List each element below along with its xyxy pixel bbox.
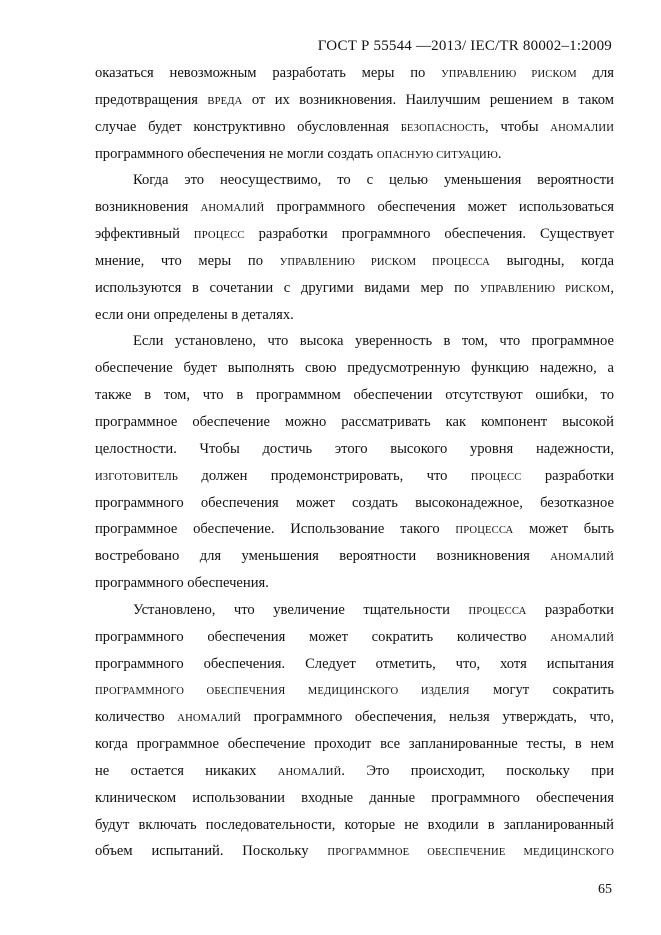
text-run: не остается никаких bbox=[95, 762, 278, 779]
page-header: ГОСТ Р 55544 —2013/ IEC/TR 80002–1:2009 bbox=[317, 38, 612, 54]
text-run: программного обеспечения. Следует отметить, что, хотя испытания bbox=[95, 655, 614, 672]
text-run: должен продемонстрировать, что bbox=[178, 467, 471, 484]
text-run: программного обеспечения. bbox=[95, 575, 269, 592]
text-line bbox=[95, 275, 614, 302]
text-line bbox=[95, 651, 614, 678]
text-run: количество bbox=[95, 709, 178, 726]
small-caps-term: ВРЕДА bbox=[207, 95, 243, 107]
text-run: разработки программного обеспечения. Существует bbox=[244, 226, 614, 243]
small-caps-term: ИЗГОТОВИТЕЛЬ bbox=[95, 471, 179, 483]
text-run: обеспечение будет выполнять свою предусмотренную функцию надежно, а bbox=[95, 360, 614, 377]
text-run: возникновения bbox=[95, 199, 201, 216]
text-line bbox=[95, 221, 614, 248]
paragraph bbox=[95, 597, 614, 865]
text-line bbox=[95, 704, 614, 731]
text-line bbox=[95, 87, 614, 114]
text-line bbox=[95, 490, 614, 517]
text-line bbox=[95, 838, 614, 865]
text-line bbox=[95, 114, 614, 141]
text-line bbox=[95, 60, 614, 87]
small-caps-term: АНОМАЛИЙ bbox=[277, 766, 342, 778]
text-run: программного обеспечения, нельзя утверждать, что, bbox=[241, 709, 614, 726]
text-run: для bbox=[576, 65, 614, 81]
text-run: случае будет конструктивно обусловленная bbox=[95, 118, 401, 135]
text-line bbox=[95, 516, 614, 543]
text-run: Установлено, что увеличение тщательности bbox=[133, 601, 469, 618]
text-run: программного обеспечения может сократить количество bbox=[95, 628, 551, 645]
text-line bbox=[95, 248, 614, 275]
text-line bbox=[95, 167, 614, 194]
text-line bbox=[95, 328, 614, 355]
page-number: 65 bbox=[598, 882, 612, 897]
small-caps-term: ПРОЦЕССА bbox=[455, 525, 514, 537]
small-caps-term: АНОМАЛИЙ bbox=[550, 632, 614, 644]
text-run: может быть bbox=[513, 521, 614, 538]
small-caps-term: УПРАВЛЕНИЮ РИСКОМ ПРОЦЕССА bbox=[279, 256, 490, 268]
small-caps-term: БЕЗОПАСНОСТЬ bbox=[400, 122, 486, 134]
small-caps-term: ОПАСНУЮ СИТУАЦИЮ bbox=[376, 149, 498, 161]
paragraph bbox=[95, 328, 614, 596]
small-caps-term: ПРОЦЕСС bbox=[470, 471, 522, 483]
text-run: , чтобы bbox=[485, 118, 551, 135]
small-caps-term: АНОМАЛИЙ bbox=[200, 203, 265, 215]
paragraph bbox=[95, 167, 614, 328]
text-run: . bbox=[497, 145, 502, 162]
text-line bbox=[95, 812, 614, 839]
text-run: также в том, что в программном обеспечении отсутствуют ошибки, то bbox=[95, 387, 614, 404]
text-run: Когда это неосуществимо, то с целью уменьшения вероятности bbox=[133, 172, 614, 189]
text-line bbox=[95, 409, 614, 436]
text-run: от их возникновения. Наилучшим решением в таком bbox=[242, 91, 614, 108]
text-line bbox=[95, 141, 614, 168]
text-line bbox=[95, 731, 614, 758]
text-run: программное обеспечение. Использование такого bbox=[95, 521, 456, 538]
text-run: разработки bbox=[521, 467, 614, 484]
text-run: могут сократить bbox=[469, 682, 614, 699]
small-caps-term: АНОМАЛИЙ bbox=[177, 713, 241, 725]
text-line bbox=[95, 463, 614, 490]
text-run: выгодны, когда bbox=[489, 252, 614, 269]
text-run: если они определены в деталях. bbox=[95, 306, 294, 323]
text-run: , bbox=[610, 279, 614, 296]
text-line bbox=[95, 785, 614, 812]
text-run: целостности. Чтобы достичь этого высокого уровня надежности, bbox=[95, 440, 614, 457]
text-run: программного обеспечения не могли создать bbox=[95, 145, 377, 162]
text-run: . Это происходит, поскольку при bbox=[341, 762, 614, 779]
text-run: будут включать последовательности, которые не входили в запланированный bbox=[95, 816, 614, 833]
small-caps-term: УПРАВЛЕНИЮ РИСКОМ bbox=[479, 283, 611, 295]
text-run: когда программное обеспечение проходит все запланированные тесты, в нем bbox=[95, 736, 614, 753]
text-run: программного обеспечения может создать высоконадежное, безотказное bbox=[95, 494, 614, 511]
text-run: используются в сочетании с другими видами мер по bbox=[95, 279, 480, 296]
text-run: эффективный bbox=[95, 226, 194, 243]
text-line bbox=[95, 355, 614, 382]
text-run: предотвращения bbox=[95, 91, 208, 108]
text-line bbox=[95, 677, 614, 704]
small-caps-term: ПРОЦЕССА bbox=[468, 605, 527, 617]
paragraph bbox=[95, 60, 614, 167]
text-line bbox=[95, 382, 614, 409]
text-run: оказаться невозможным разработать меры по bbox=[95, 65, 442, 81]
small-caps-term: АНОМАЛИИ bbox=[550, 122, 614, 134]
text-run: разработки bbox=[526, 601, 614, 618]
text-line bbox=[95, 436, 614, 463]
text-line bbox=[95, 194, 614, 221]
small-caps-term: ПРОГРАММНОЕ ОБЕСПЕЧЕНИЕ МЕДИЦИНСКОГО bbox=[327, 847, 614, 859]
small-caps-term: АНОМАЛИЙ bbox=[550, 552, 614, 564]
text-run: программного обеспечения может использоваться bbox=[264, 199, 614, 216]
text-line bbox=[95, 758, 614, 785]
body-text bbox=[95, 60, 614, 865]
text-line bbox=[95, 543, 614, 570]
small-caps-term: ПРОЦЕСС bbox=[193, 230, 245, 242]
text-line bbox=[95, 597, 614, 624]
text-run: программное обеспечение можно рассматривать как компонент высокой bbox=[95, 413, 614, 430]
text-line bbox=[95, 624, 614, 651]
small-caps-term: ПРОГРАММНОГО ОБЕСПЕЧЕНИЯ МЕДИЦИНСКОГО ИЗДЕЛИЯ bbox=[95, 686, 470, 698]
text-run: клиническом использовании входные данные программного обеспечения bbox=[95, 789, 614, 806]
text-run: мнение, что меры по bbox=[95, 252, 280, 269]
text-run: объем испытаний. Поскольку bbox=[95, 843, 328, 860]
text-run: востребовано для уменьшения вероятности возникновения bbox=[95, 548, 551, 565]
text-run: Если установлено, что высока уверенность в том, что программное bbox=[133, 333, 614, 350]
text-line bbox=[95, 302, 614, 329]
text-line bbox=[95, 570, 614, 597]
small-caps-term: УПРАВЛЕНИЮ РИСКОМ bbox=[441, 69, 577, 80]
